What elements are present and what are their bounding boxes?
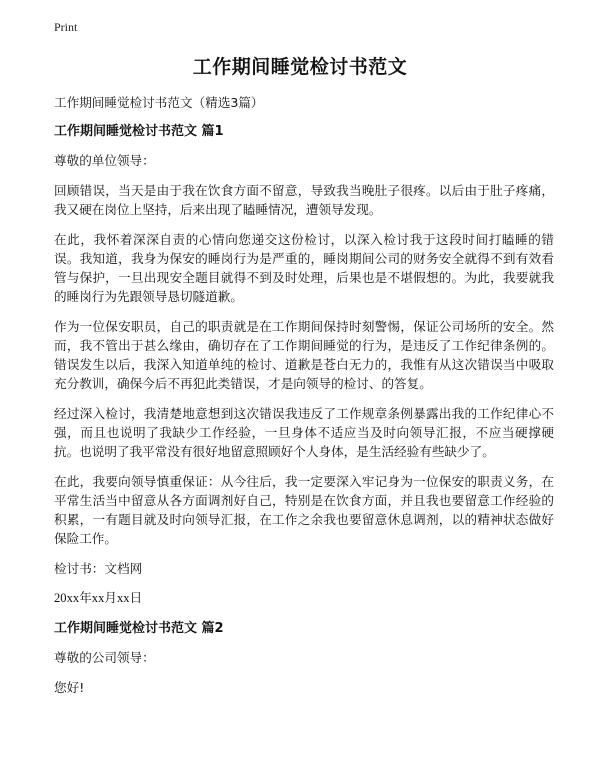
signature: 检讨书：文档网: [54, 561, 143, 576]
section-heading-1: 工作期间睡觉检讨书范文 篇1: [54, 124, 224, 139]
salutation-2: 尊敬的公司领导：: [54, 650, 155, 665]
paragraph-4: 经过深入检讨，我清楚地意想到这次错误我违反了工作规章条例暴露出我的工作纪律心不强，而且也说明了我缺少工作经验，一旦身体不适应当及时向领导汇报，不应当硬撑硬抗。也说明了我平常没有很好地留意照顾好个人身体，是生活经验有些缺少了。: [54, 406, 554, 459]
page-title: 工作期间睡觉检讨书范文: [192, 56, 408, 78]
document-body: [54, 93, 554, 708]
salutation-1: 尊敬的单位领导：: [54, 153, 155, 168]
section-heading-2: 工作期间睡觉检讨书范文 篇2: [54, 621, 224, 636]
document-subtitle: 工作期间睡觉检讨书范文（精选3篇）: [54, 95, 264, 110]
date-line: 20xx年xx月xx日: [54, 591, 143, 605]
paragraph-3: 作为一位保安职员，自己的职责就是在工作期间保持时刻警惕，保证公司场所的安全。然而，我不管出于甚么缘由，确切存在了工作期间睡觉的行为，是违反了工作纪律条例的。错误发生以后，我深入知道单纯的检讨、道歉是苍白无力的，我惟有从这次错误当中吸取充分教训，确保今后不再犯此类错误，才是向领导的检讨、的答复。: [54, 319, 554, 391]
print-label[interactable]: Print: [54, 20, 78, 34]
greeting: 您好!: [54, 680, 85, 695]
paragraph-5: 在此，我要向领导慎重保证：从今往后，我一定要深入牢记身为一位保安的职责义务，在平常生活当中留意从各方面调剂好自己，特别是在饮食方面，并且我也要留意工作经验的积累，一有题目就及时向领导汇报，在工作之余我也要留意休息调剂，以的精神状态做好保险工作。: [54, 474, 554, 546]
paragraph-2: 在此，我怀着深深自责的心情向您递交这份检讨，以深入检讨我于这段时间打瞌睡的错误。我知道，我身为保安的睡岗行为是严重的，睡岗期间公司的财务安全就得不到有效看管与保护，一旦出现安全题目就得不到及时处理，后果也是不堪假想的。为此，我要就我的睡岗行为先跟领导恳切隧道歉。: [54, 232, 554, 304]
paragraph-1: 回顾错误，当天是由于我在饮食方面不留意，导致我当晚肚子很疼。以后由于肚子疼痛，我又硬在岗位上坚持，后来出现了瞌睡情况，遭领导发现。: [54, 183, 554, 217]
